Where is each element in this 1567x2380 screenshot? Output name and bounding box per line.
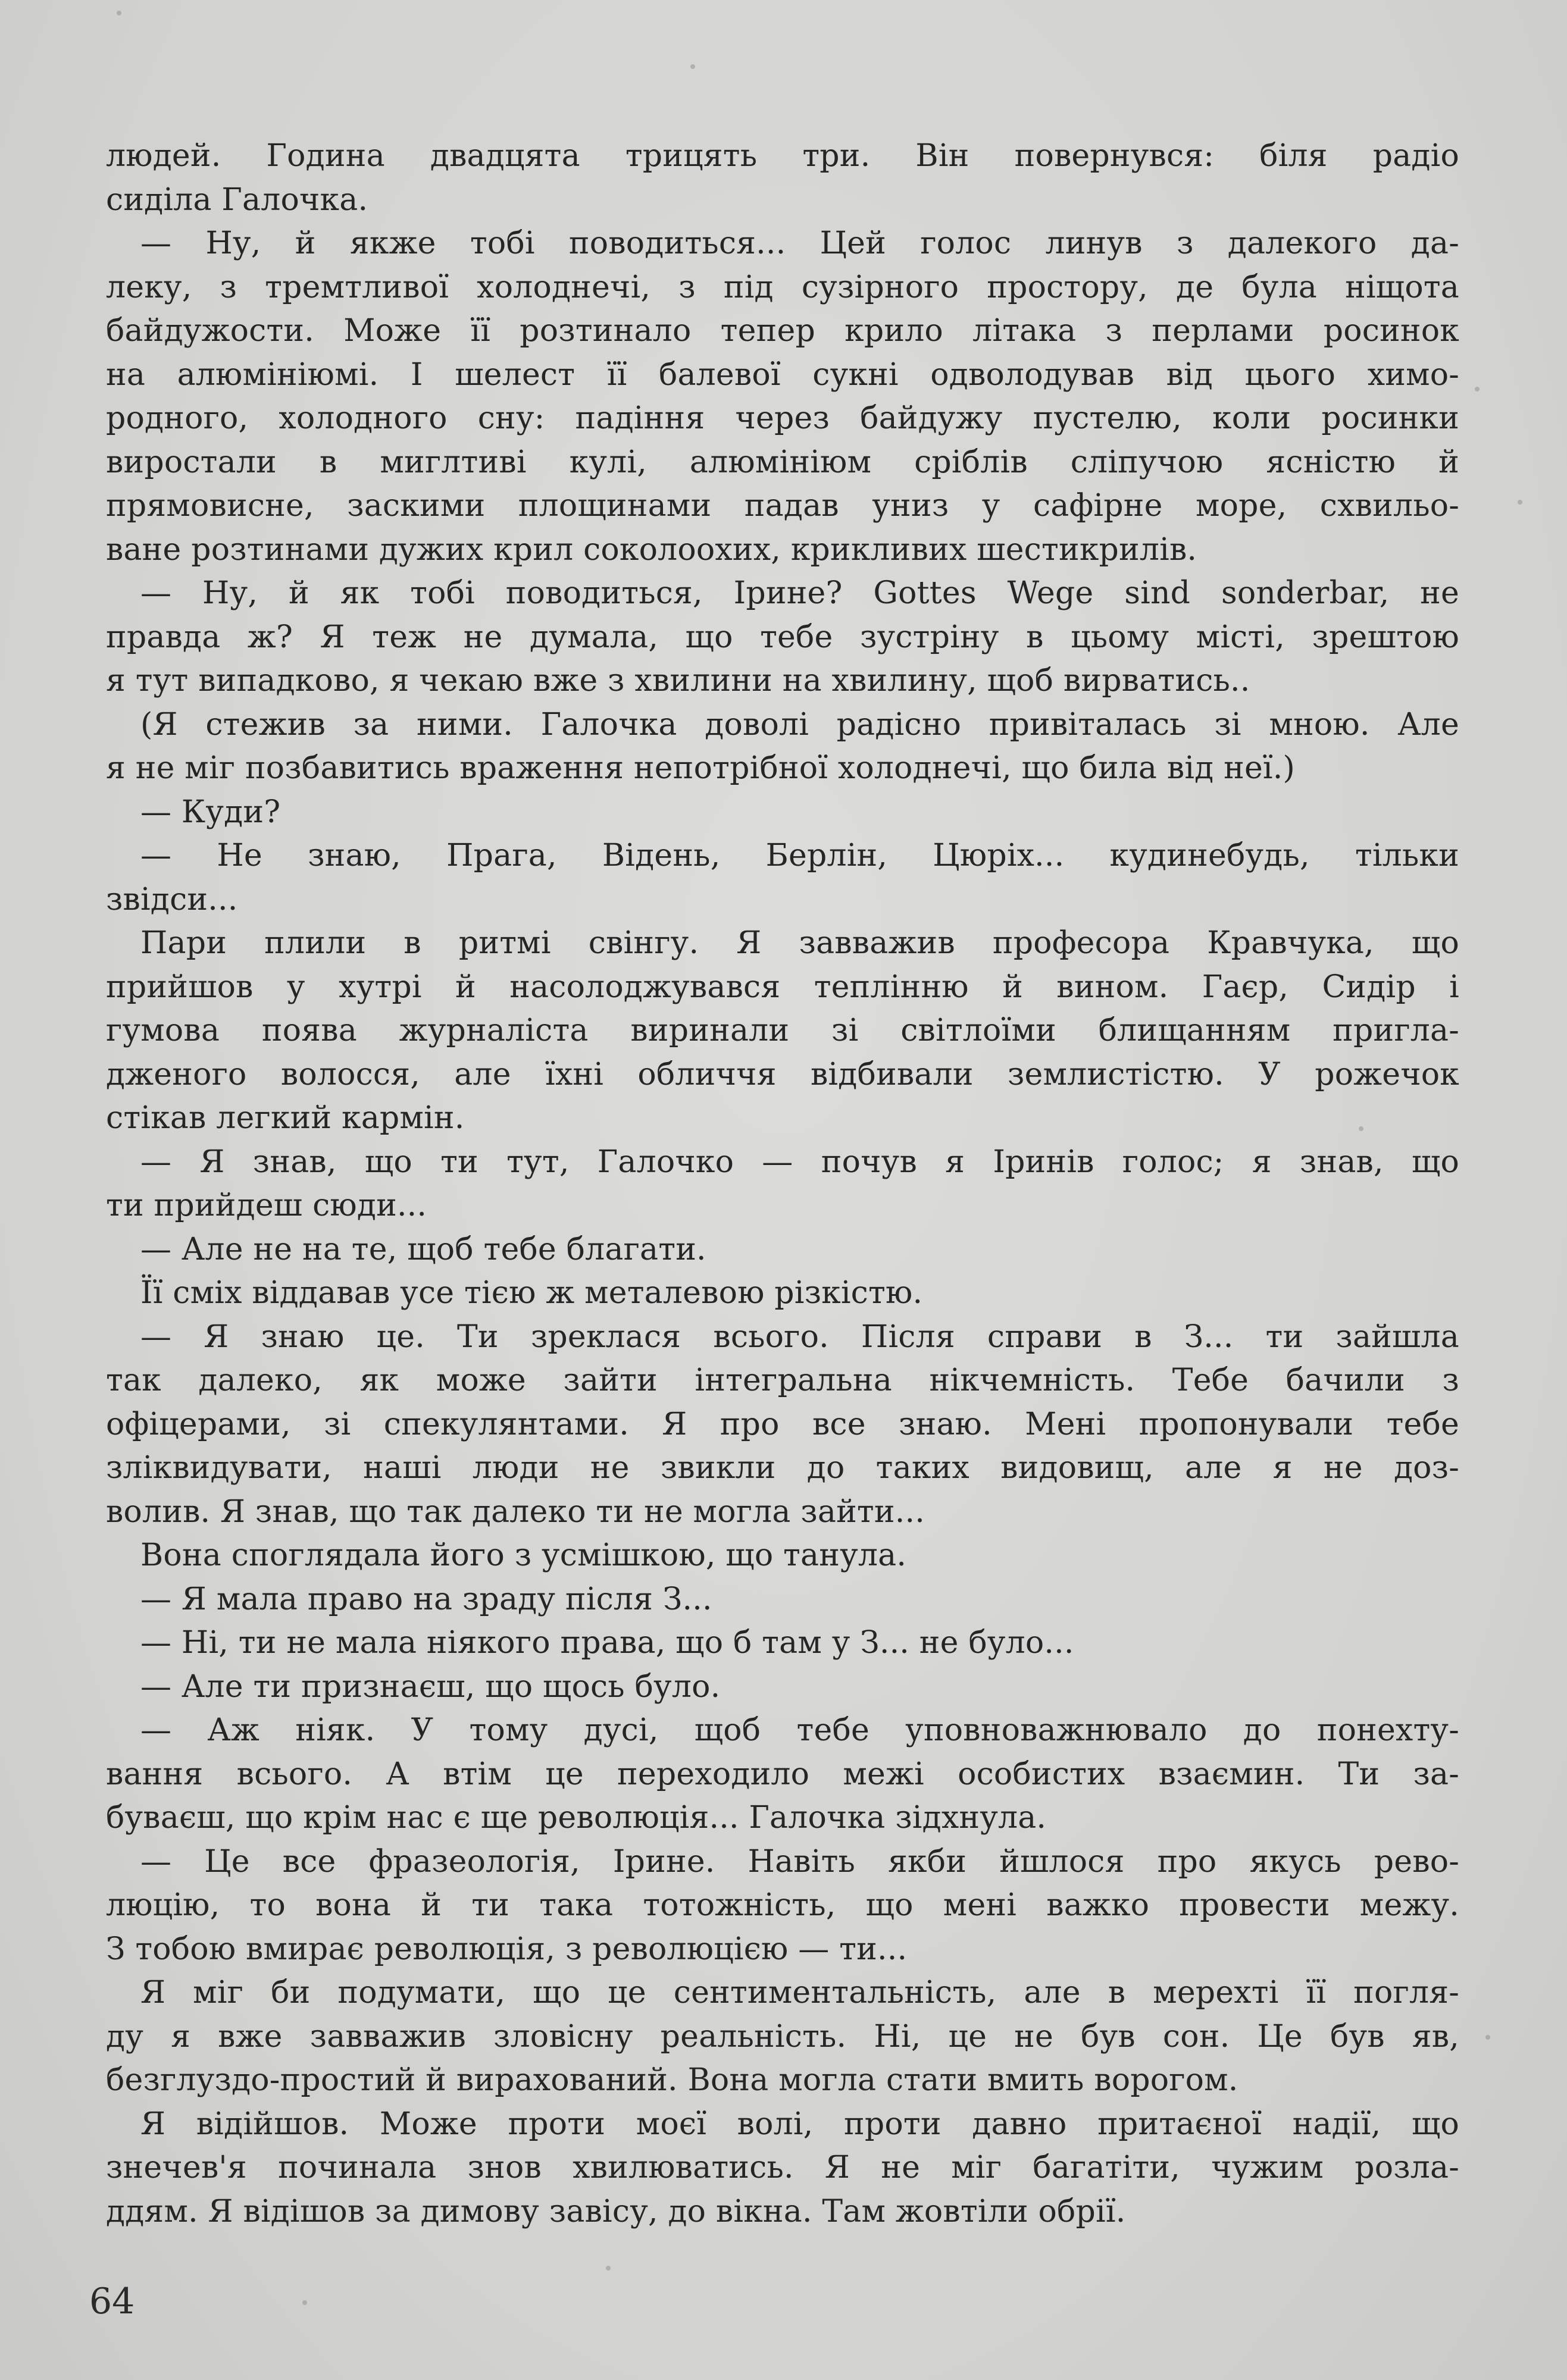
text-line: так далеко, як може зайти інтегральна нікчемність. Тебе бачили з [106,1363,1459,1398]
text-line: — Аж ніяк. У тому дусі, щоб тебе уповноважнювало до понехту- [140,1712,1459,1748]
text-line: знечев'я починала знов хвилюватись. Я не міг багатіти, чужим розла- [106,2150,1459,2185]
text-line: — Але ти признаєш, що щось було. [140,1668,721,1705]
text-line: Її сміх віддавав усе тією ж металевою різкістю. [140,1275,923,1311]
text-line: ду я вже завважив зловісну реальність. Ні, це не був сон. Це був яв, [106,2018,1459,2055]
text-line: офіцерами, зі спекулянтами. Я про все знаю. Мені пропонували тебе [106,1406,1459,1442]
text-line: — Це все фразеологія, Ірине. Навіть якби йшлося про якусь рево- [140,1843,1459,1880]
text-line: волив. Я знав, що так далеко ти не могла зайти... [106,1493,925,1530]
text-line: прямовисне, заскими площинами падав униз у сафірне море, схвильо- [106,488,1459,524]
text-line: вання всього. А втім це переходило межі особистих взаємин. Ти за- [106,1756,1459,1792]
text-line: дженого волосся, але їхні обличчя відбивали землистістю. У рожечок [106,1056,1459,1092]
text-line: байдужости. Може її розтинало тепер крило літака з перлами росинок [106,313,1459,349]
text-line: ти прийдеш сюди... [106,1188,427,1223]
text-line: — Ну, й якже тобі поводиться... Цей голос линув з далекого да- [140,226,1459,261]
text-line: — Ні, ти не мала ніякого права, що б там у З... не було... [140,1625,1074,1661]
text-line: — Не знаю, Прага, Відень, Берлін, Цюріх... кудинебудь, тільки [140,838,1459,873]
paper-speck [1518,500,1522,505]
text-line: (Я стежив за ними. Галочка доволі радісно привіталась зі мною. Але [140,706,1459,743]
text-line: я не міг позбавитись враження непотрібної холоднечі, що била від неї.) [106,750,1295,786]
text-line: людей. Година двадцята трицять три. Він повернувся: біля радіо [106,138,1459,174]
text-line: на алюмініюмі. І шелест її балевої сукні одволодував від цього химо- [106,356,1459,393]
text-line: безглуздо-простий й вирахований. Вона могла стати вмить ворогом. [106,2062,1238,2098]
text-line: — Я знаю це. Ти зреклася всього. Після справи в З... ти зайшла [140,1319,1459,1355]
page-number: 64 [89,2281,135,2322]
text-line: родного, холодного сну: падіння через байдужу пустелю, коли росинки [106,400,1459,436]
paper-speck [690,64,695,69]
text-line: Я міг би подумати, що це сентиментальність, але в мерехті її погля- [140,1975,1459,2011]
paper-speck [1485,2035,1490,2040]
text-line: — Але не на те, щоб тебе благати. [140,1231,706,1267]
paper-speck [302,2300,307,2305]
paper-speck [1359,1126,1363,1131]
text-line: прийшов у хутрі й насолоджувався теплінню й вином. Гаєр, Сидір і [106,969,1459,1005]
text-line: — Я мала право на зраду після З... [140,1581,712,1617]
paper-speck [1475,387,1480,392]
text-line: я тут випадково, я чекаю вже з хвилини на хвилину, щоб вирватись.. [106,663,1250,699]
body-text [106,134,1459,2234]
text-line: звідси... [106,881,238,917]
text-line: — Ну, й як тобі поводиться, Ірине? Gottes Wege sind sonderbar, не [140,575,1459,611]
text-line: сиділа Галочка. [106,181,368,218]
text-line: Я відійшов. Може проти моєї волі, проти давно притаєної надії, що [140,2106,1459,2142]
text-line: буваєш, що крім нас є ще революція... Галочка зідхнула. [106,1800,1047,1836]
text-line: зліквидувати, наші люди не звикли до таких видовищ, але я не доз- [106,1450,1459,1486]
text-line: правда ж? Я теж не думала, що тебе зустріну в цьому місті, зрештою [106,619,1459,655]
text-line: ване розтинами дужих крил соколоохих, крикливих шестикрилів. [106,531,1197,568]
text-line: З тобою вмирає революція, з революцією — ти... [106,1931,908,1967]
paper-speck [117,11,121,15]
text-line: люцію, то вона й ти така тотожність, що мені важко провести межу. [106,1887,1459,1923]
paper-speck [606,2266,611,2271]
text-line: — Я знав, що ти тут, Галочко — почув я Іринів голос; я знав, що [140,1144,1459,1180]
text-line: — Куди? [140,794,281,830]
text-line: Вона споглядала його з усмішкою, що танула. [140,1537,907,1573]
text-line: виростали в миглтиві кулі, алюмініюм сріблів сліпучою ясністю й [106,444,1459,480]
text-line: стікав легкий кармін. [106,1100,465,1136]
text-line: леку, з тремтливої холоднечі, з під сузірного простору, де була ніщота [106,269,1459,305]
text-line: гумова поява журналіста виринали зі світлоїми блищанням пригла- [106,1013,1459,1048]
text-line: ддям. Я відішов за димову завісу, до вікна. Там жовтіли обрії. [106,2193,1126,2229]
text-line: Пари плили в ритмі свінгу. Я завважив професора Кравчука, що [140,925,1459,961]
